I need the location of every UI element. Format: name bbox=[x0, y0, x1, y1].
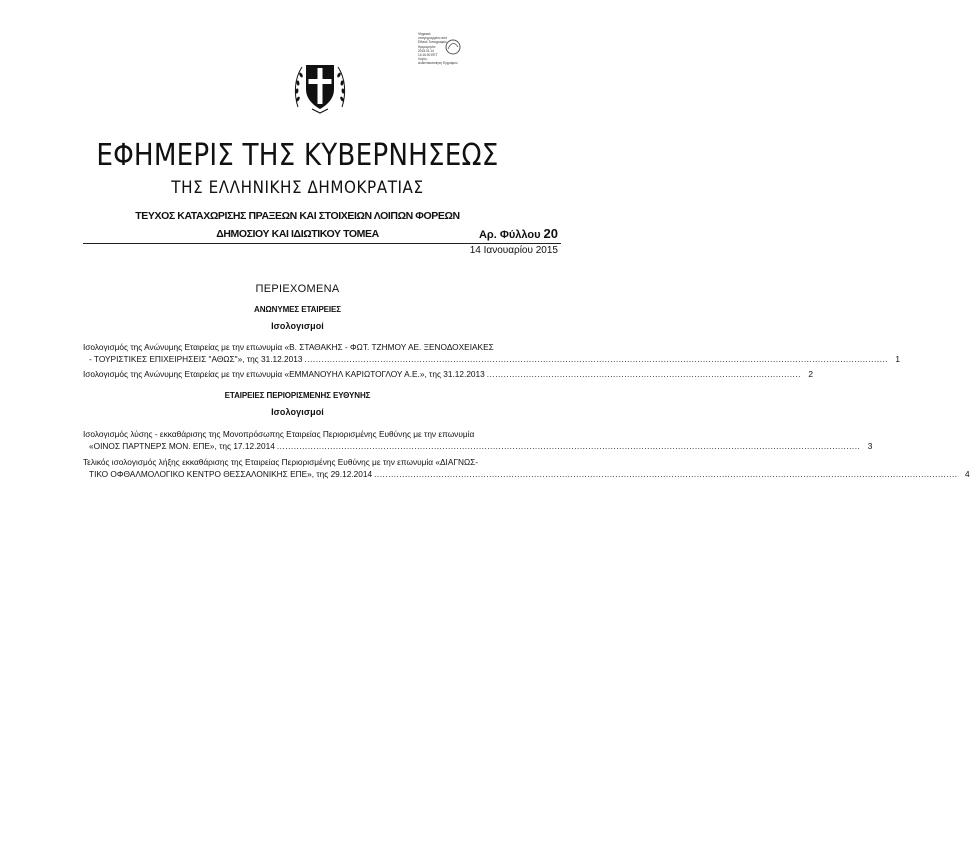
signature-line: υπογεγραμμένο από bbox=[418, 36, 448, 41]
entry-text-line: ΤΙΚΟ ΟΦΘΑΛΜΟΛΟΓΙΚΟ ΚΕΝΤΡΟ ΘΕΣΣΑΛΟΝΙΚΗΣ ΕΠΕ», της 29.12.2014 bbox=[89, 468, 373, 479]
signature-line: Ψηφιακά bbox=[418, 32, 431, 36]
section-category: Ισολογισμοί bbox=[271, 321, 324, 331]
contents-title: ΠΕΡΙΕΧΟΜΕΝΑ bbox=[255, 283, 340, 295]
leader-dots: ................................................................................................................................................................................................................ bbox=[276, 440, 861, 451]
signature-line: 14:16:00 EET bbox=[418, 53, 438, 58]
leader-dots: ................................................................................................................................................................................................................ bbox=[374, 468, 958, 479]
entry-text-line: - ΤΟΥΡΙΣΤΙΚΕΣ ΕΠΙΧΕΙΡΗΣΕΙΣ "ΑΘΩΣ"», της 31.12.2013 bbox=[89, 353, 303, 364]
signature-mark-icon bbox=[444, 38, 462, 56]
issue-description-line-2: ΔΗΜΟΣΙΟΥ ΚΑΙ ΙΔΙΩΤΙΚΟΥ ΤΟΜΕΑ bbox=[216, 228, 379, 240]
section-heading: ΑΝΩΝΥΜΕΣ ΕΤΑΙΡΕΙΕΣ bbox=[254, 305, 341, 314]
contents-entry bbox=[83, 429, 873, 452]
entry-page-number: 4 bbox=[964, 468, 970, 479]
entry-last-line bbox=[83, 468, 970, 481]
entry-last-line bbox=[83, 369, 813, 381]
entry-last-line bbox=[83, 353, 900, 366]
section-heading: ΕΤΑΙΡΕΙΕΣ ΠΕΡΙΟΡΙΣΜΕΝΗΣ ΕΥΘΥΝΗΣ bbox=[224, 391, 371, 400]
section-category: Ισολογισμοί bbox=[271, 407, 324, 417]
sheet-number-label: Αρ. Φύλλου bbox=[478, 229, 541, 241]
signature-line: Λόγος: bbox=[418, 57, 428, 62]
entry-text-line: Ισολογισμός λύσης - εκκαθάρισης της Μονοπρόσωπης Εταιρείας Περιορισμένης Ευθύνης με την επωνυμία bbox=[83, 429, 475, 439]
entry-text-line: «ΟΙΝΟΣ ΠΑΡΤΝΕΡΣ ΜΟΝ. ΕΠΕ», της 17.12.2014 bbox=[89, 440, 275, 451]
entry-text-line: Τελικός ισολογισμός λήξης εκκαθάρισης της Εταιρείας Περιορισμένης Ευθύνης με την επωνυμία «ΔΙΑΓΝΩΣ- bbox=[83, 457, 479, 467]
contents-entry bbox=[83, 369, 813, 381]
contents-entry bbox=[83, 342, 900, 365]
entry-page-number: 3 bbox=[867, 440, 873, 451]
signature-line: Εθνικό Τυπογραφείο bbox=[418, 40, 447, 45]
gazette-title: ΕΦΗΜΕΡΙΣ ΤΗΣ ΚΥΒΕΡΝΗΣΕΩΣ bbox=[96, 138, 499, 173]
sheet-number bbox=[479, 226, 558, 241]
entry-text-line: Ισολογισμός της Ανώνυμης Εταιρείας με την επωνυμία «ΕΜΜΑΝΟΥΗΛ ΚΑΡΙΩΤΟΓΛΟΥ Α.Ε.», της 31.12.2013 bbox=[83, 369, 485, 379]
entry-page-number: 2 bbox=[808, 369, 813, 379]
sheet-number-value: 20 bbox=[543, 226, 558, 241]
entry-page-number: 1 bbox=[895, 353, 900, 364]
signature-line: 2015.01.14 bbox=[418, 48, 434, 53]
signature-line: Αυθεντικοποίηση Εγγράφου bbox=[418, 61, 458, 66]
leader-dots: ................................................................................................................................................................................................................ bbox=[304, 353, 888, 364]
gazette-subtitle: ΤΗΣ ΕΛΛΗΝΙΚΗΣ ΔΗΜΟΚΡΑΤΙΑΣ bbox=[171, 178, 424, 197]
leader-dots: ................................................................................................................ bbox=[486, 369, 801, 379]
signature-line: Ημερομηνία: bbox=[418, 44, 436, 49]
entry-last-line bbox=[83, 440, 873, 453]
greek-coat-of-arms-icon bbox=[292, 55, 348, 115]
issue-date: 14 Ιανουαρίου 2015 bbox=[469, 245, 558, 256]
digital-signature-stamp bbox=[418, 32, 470, 66]
entry-text-line: Ισολογισμός της Ανώνυμης Εταιρείας με την επωνυμία «Β. ΣΤΑΘΑΚΗΣ - ΦΩΤ. ΤΖΗΜΟΥ ΑΕ. ΞΕΝΟΔΟΧΕΙΑΚΕΣ bbox=[83, 342, 494, 352]
issue-description-line-1: ΤΕΥΧΟΣ ΚΑΤΑΧΩΡΙΣΗΣ ΠΡΑΞΕΩΝ ΚΑΙ ΣΤΟΙΧΕΙΩΝ ΛΟΙΠΩΝ ΦΟΡΕΩΝ bbox=[135, 210, 460, 222]
contents-entry bbox=[83, 457, 970, 480]
header-divider bbox=[83, 243, 561, 244]
